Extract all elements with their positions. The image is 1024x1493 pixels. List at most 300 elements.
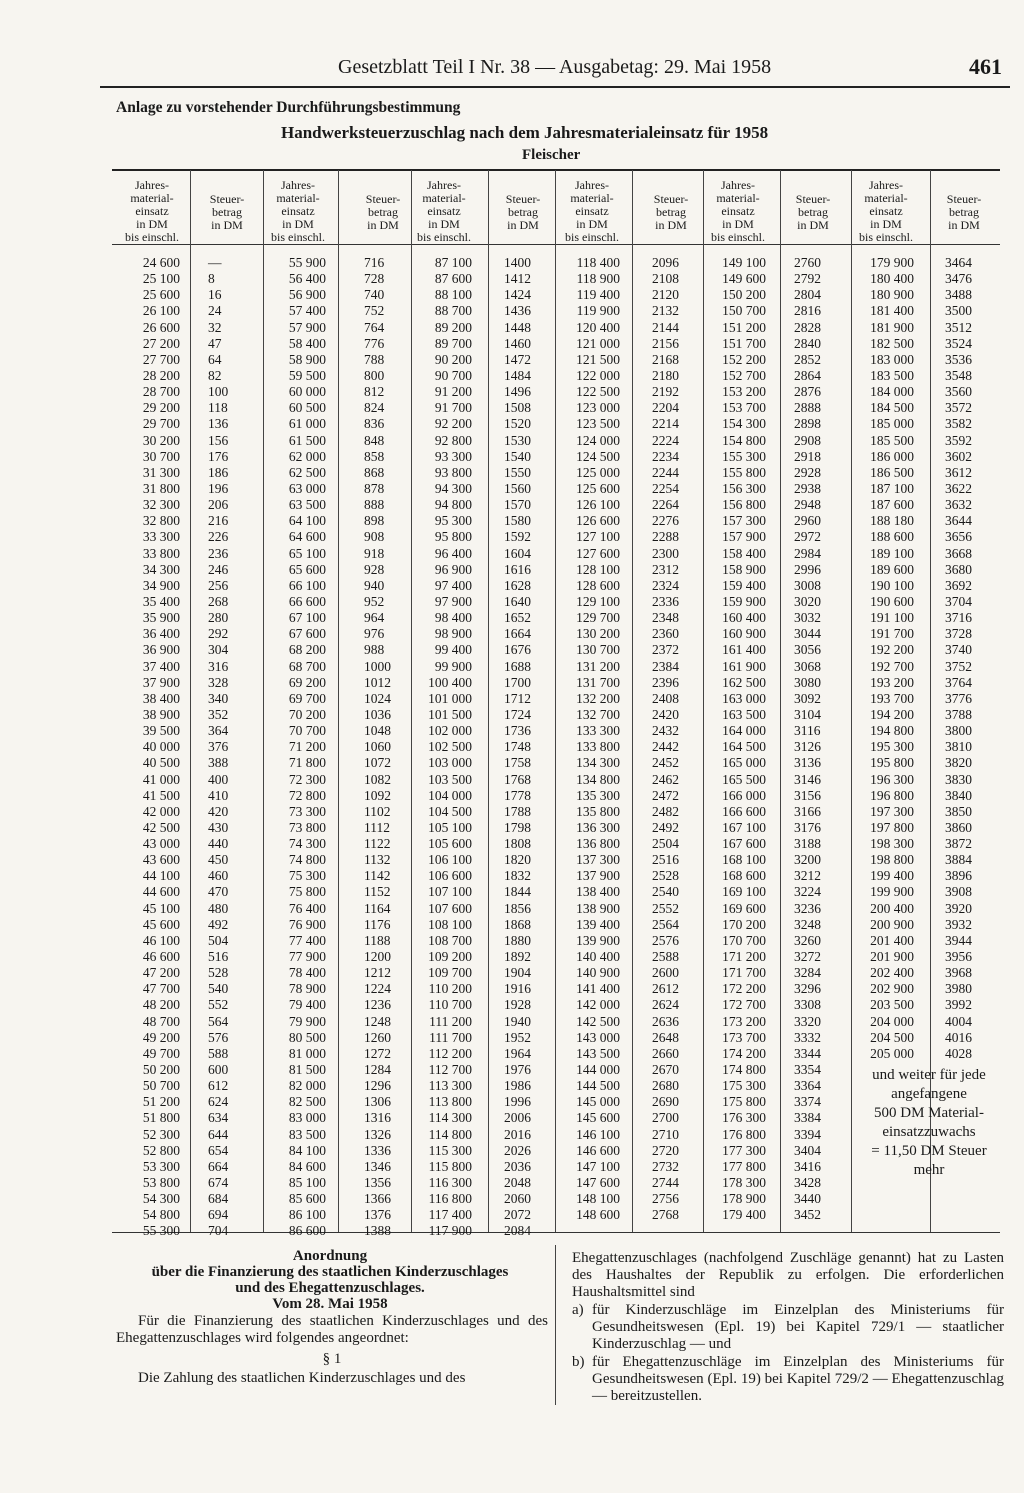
tax-cell: 674 bbox=[208, 1175, 229, 1191]
material-cell: 128 100 bbox=[576, 561, 620, 577]
material-cell: 46 100 bbox=[142, 932, 180, 948]
material-cell: 98 900 bbox=[434, 626, 472, 642]
material-cell: 155 800 bbox=[722, 464, 766, 480]
tax-cell: 664 bbox=[208, 1158, 229, 1174]
material-cell: 145 600 bbox=[576, 1110, 620, 1126]
tax-cell: 82 bbox=[208, 367, 222, 383]
material-cell: 64 100 bbox=[288, 513, 326, 529]
material-cell: 159 900 bbox=[722, 593, 766, 609]
material-cell: 148 600 bbox=[576, 1207, 620, 1223]
material-cell: 143 000 bbox=[576, 1029, 620, 1045]
tax-cell: 2168 bbox=[652, 351, 679, 367]
material-cell: 91 200 bbox=[434, 384, 472, 400]
material-cell: 186 000 bbox=[870, 448, 914, 464]
material-cell: 111 200 bbox=[429, 1013, 472, 1029]
tax-cell: 776 bbox=[364, 335, 385, 351]
material-cell: 180 900 bbox=[870, 287, 914, 303]
tax-cell: 196 bbox=[208, 480, 229, 496]
material-cell: 126 100 bbox=[576, 497, 620, 513]
material-cell: 154 300 bbox=[722, 416, 766, 432]
tax-cell: 1856 bbox=[504, 900, 531, 916]
material-cell: 190 100 bbox=[870, 577, 914, 593]
tax-cell: 908 bbox=[364, 529, 385, 545]
material-cell: 132 700 bbox=[576, 706, 620, 722]
tax-cell: 2756 bbox=[652, 1191, 679, 1207]
tax-cell: 928 bbox=[364, 561, 385, 577]
material-cell: 135 800 bbox=[576, 803, 620, 819]
material-cell: 133 300 bbox=[576, 723, 620, 739]
material-cell: 131 200 bbox=[576, 658, 620, 674]
ordinance-title-line: über die Finanzierung des staatlichen Kinderzuschlages bbox=[151, 1264, 509, 1280]
tax-cell: 1388 bbox=[364, 1223, 391, 1239]
material-cell: 61 500 bbox=[288, 432, 326, 448]
tax-cell: 450 bbox=[208, 852, 229, 868]
tax-cell: 540 bbox=[208, 981, 229, 997]
material-cell: 85 600 bbox=[288, 1191, 326, 1207]
material-cell: 81 000 bbox=[288, 1045, 326, 1061]
tax-cell: 1616 bbox=[504, 561, 531, 577]
material-cell: 77 900 bbox=[288, 949, 326, 965]
material-cell: 79 400 bbox=[288, 997, 326, 1013]
tax-column-header bbox=[784, 193, 842, 232]
header-line: in DM bbox=[136, 217, 168, 231]
tax-cell: 3680 bbox=[945, 561, 972, 577]
material-cell: 184 500 bbox=[870, 400, 914, 416]
material-cell: 199 400 bbox=[870, 868, 914, 884]
material-cell: 69 200 bbox=[288, 674, 326, 690]
material-cell: 53 800 bbox=[142, 1175, 180, 1191]
tax-cell: 1676 bbox=[504, 642, 531, 658]
header-line: betrag bbox=[212, 205, 242, 219]
tax-cell: 2492 bbox=[652, 819, 679, 835]
material-cell: 131 700 bbox=[576, 674, 620, 690]
tax-cell: 1964 bbox=[504, 1045, 531, 1061]
tax-cell: 1102 bbox=[364, 803, 391, 819]
tax-cell: 3136 bbox=[794, 755, 821, 771]
tax-cell: 1880 bbox=[504, 932, 531, 948]
material-cell: 56 900 bbox=[288, 287, 326, 303]
material-cell: 58 400 bbox=[288, 335, 326, 351]
material-cell: 55 900 bbox=[288, 255, 326, 270]
tax-cell: 1530 bbox=[504, 432, 531, 448]
tax-cell: 600 bbox=[208, 1062, 229, 1078]
material-cell: 96 400 bbox=[434, 545, 472, 561]
tax-cell: 1832 bbox=[504, 868, 531, 884]
ordinance-title-line: Vom 28. Mai 1958 bbox=[272, 1296, 388, 1312]
material-cell: 94 300 bbox=[434, 480, 472, 496]
material-cell: 57 900 bbox=[288, 319, 326, 335]
tax-cell: 1142 bbox=[364, 868, 391, 884]
tax-cell: 3932 bbox=[945, 916, 972, 932]
material-cell: 150 200 bbox=[722, 287, 766, 303]
tax-cell: 516 bbox=[208, 949, 229, 965]
material-cell: 65 100 bbox=[288, 545, 326, 561]
material-cell: 47 200 bbox=[142, 965, 180, 981]
material-cell: 43 000 bbox=[142, 836, 180, 852]
tax-cell: 1788 bbox=[504, 803, 531, 819]
material-cell: 28 700 bbox=[142, 384, 180, 400]
tax-cell: 1736 bbox=[504, 723, 531, 739]
header-line: in DM bbox=[211, 218, 243, 232]
tax-cell: 206 bbox=[208, 497, 229, 513]
material-cell: 41 500 bbox=[142, 787, 180, 803]
material-cell: 110 700 bbox=[428, 997, 472, 1013]
material-cell: 194 200 bbox=[870, 706, 914, 722]
tax-cell: 3840 bbox=[945, 787, 972, 803]
material-cell: 97 400 bbox=[434, 577, 472, 593]
material-cell: 170 200 bbox=[722, 916, 766, 932]
material-cell: 34 900 bbox=[142, 577, 180, 593]
material-cell: 187 600 bbox=[870, 497, 914, 513]
tax-cell: 328 bbox=[208, 674, 229, 690]
material-cell: 62 000 bbox=[288, 448, 326, 464]
material-cell: 127 100 bbox=[576, 529, 620, 545]
material-cell: 44 600 bbox=[142, 884, 180, 900]
material-cell: 197 800 bbox=[870, 819, 914, 835]
material-cell: 73 300 bbox=[288, 803, 326, 819]
ordinance-body-right bbox=[572, 1250, 1004, 1405]
material-cell: 25 100 bbox=[142, 271, 180, 287]
tax-cell: 292 bbox=[208, 626, 229, 642]
material-cell: 151 200 bbox=[722, 319, 766, 335]
tax-cell: 1892 bbox=[504, 949, 531, 965]
tax-cell: 2670 bbox=[652, 1062, 679, 1078]
material-cell: 52 800 bbox=[142, 1142, 180, 1158]
tax-cell: 3236 bbox=[794, 900, 821, 916]
material-cell: 35 400 bbox=[142, 593, 180, 609]
material-cell: 178 300 bbox=[722, 1175, 766, 1191]
header-line: einsatz bbox=[721, 204, 755, 218]
material-cell: 165 000 bbox=[722, 755, 766, 771]
tax-cell: 2972 bbox=[794, 529, 821, 545]
header-line: einsatz bbox=[575, 204, 609, 218]
tax-cell: 2384 bbox=[652, 658, 679, 674]
material-cell: 150 700 bbox=[722, 303, 766, 319]
tax-cell: 420 bbox=[208, 803, 229, 819]
tax-cell: 1904 bbox=[504, 965, 531, 981]
tax-cell: 2324 bbox=[652, 577, 679, 593]
tax-cell: 1012 bbox=[364, 674, 391, 690]
tax-cell: 1496 bbox=[504, 384, 531, 400]
material-cell: 104 000 bbox=[428, 787, 472, 803]
header-line: Jahres- bbox=[575, 178, 609, 192]
material-cell: 73 800 bbox=[288, 819, 326, 835]
material-cell: 44 100 bbox=[142, 868, 180, 884]
material-cell: 179 900 bbox=[870, 255, 914, 270]
material-cell: 174 200 bbox=[722, 1045, 766, 1061]
tax-cell: 3740 bbox=[945, 642, 972, 658]
tax-cell: 836 bbox=[364, 416, 385, 432]
material-cell: 32 800 bbox=[142, 513, 180, 529]
column-divider bbox=[780, 170, 781, 1232]
tax-cell: 216 bbox=[208, 513, 229, 529]
tax-cell: 1748 bbox=[504, 739, 531, 755]
tax-cell: 3092 bbox=[794, 690, 821, 706]
material-cell: 166 600 bbox=[722, 803, 766, 819]
tax-cell: 800 bbox=[364, 367, 385, 383]
material-cell: 116 300 bbox=[428, 1175, 472, 1191]
tax-cell: 1036 bbox=[364, 706, 391, 722]
material-cell: 140 400 bbox=[576, 949, 620, 965]
tax-cell: 2928 bbox=[794, 464, 821, 480]
tax-cell: 1540 bbox=[504, 448, 531, 464]
header-line: bis einschl. bbox=[565, 230, 619, 244]
material-cell: 38 900 bbox=[142, 706, 180, 722]
tax-cell: 256 bbox=[208, 577, 229, 593]
tax-cell: 1484 bbox=[504, 367, 531, 383]
material-cell: 172 200 bbox=[722, 981, 766, 997]
tax-cell: 848 bbox=[364, 432, 385, 448]
tax-cell: 1132 bbox=[364, 852, 391, 868]
tax-cell: 1808 bbox=[504, 836, 531, 852]
material-cell: 193 200 bbox=[870, 674, 914, 690]
tax-cell: 2744 bbox=[652, 1175, 679, 1191]
material-cell: 163 500 bbox=[722, 706, 766, 722]
material-cell: 90 200 bbox=[434, 351, 472, 367]
tax-cell: 1376 bbox=[364, 1207, 391, 1223]
material-cell: 153 700 bbox=[722, 400, 766, 416]
material-cell: 105 600 bbox=[428, 836, 472, 852]
material-cell: 37 900 bbox=[142, 674, 180, 690]
tax-cell: 1996 bbox=[504, 1094, 531, 1110]
material-cell: 32 300 bbox=[142, 497, 180, 513]
header-line: in DM bbox=[576, 217, 608, 231]
tax-column-header bbox=[935, 193, 993, 232]
tax-cell: 3992 bbox=[945, 997, 972, 1013]
material-cell: 158 400 bbox=[722, 545, 766, 561]
material-column bbox=[390, 255, 472, 1240]
tax-cell: 2898 bbox=[794, 416, 821, 432]
material-cell: 47 700 bbox=[142, 981, 180, 997]
material-cell: 186 500 bbox=[870, 464, 914, 480]
material-cell: 170 700 bbox=[722, 932, 766, 948]
material-cell: 31 800 bbox=[142, 480, 180, 496]
ordinance-intro: Für die Finanzierung des staatlichen Kinderzuschlages und des Ehegattenzuschlages wird folgendes angeordnet: bbox=[116, 1313, 548, 1346]
material-cell: 168 100 bbox=[722, 852, 766, 868]
material-cell: 84 600 bbox=[288, 1158, 326, 1174]
material-cell: 161 400 bbox=[722, 642, 766, 658]
tax-cell: 988 bbox=[364, 642, 385, 658]
material-cell: 160 400 bbox=[722, 610, 766, 626]
material-cell: 70 700 bbox=[288, 723, 326, 739]
tax-cell: 1336 bbox=[364, 1142, 391, 1158]
item-label: b) bbox=[572, 1354, 585, 1370]
tax-cell: 388 bbox=[208, 755, 229, 771]
tax-cell: 136 bbox=[208, 416, 229, 432]
column-divider bbox=[488, 170, 489, 1232]
material-cell: 30 200 bbox=[142, 432, 180, 448]
header-line: betrag bbox=[949, 205, 979, 219]
material-column-header bbox=[408, 179, 480, 244]
material-cell: 64 600 bbox=[288, 529, 326, 545]
material-cell: 149 100 bbox=[722, 255, 766, 270]
tax-cell: 176 bbox=[208, 448, 229, 464]
header-line: bis einschl. bbox=[271, 230, 325, 244]
tax-cell: 2132 bbox=[652, 303, 679, 319]
tax-cell: 2312 bbox=[652, 561, 679, 577]
material-cell: 200 400 bbox=[870, 900, 914, 916]
tax-cell: 3452 bbox=[794, 1207, 821, 1223]
material-cell: 60 500 bbox=[288, 400, 326, 416]
tax-cell: 2276 bbox=[652, 513, 679, 529]
material-cell: 129 100 bbox=[576, 593, 620, 609]
material-cell: 34 300 bbox=[142, 561, 180, 577]
tax-cell: 3776 bbox=[945, 690, 972, 706]
material-cell: 162 500 bbox=[722, 674, 766, 690]
tax-cell: 1460 bbox=[504, 335, 531, 351]
header-line: betrag bbox=[656, 205, 686, 219]
tax-cell: 2792 bbox=[794, 271, 821, 287]
material-cell: 144 000 bbox=[576, 1062, 620, 1078]
tax-cell: 2918 bbox=[794, 448, 821, 464]
material-cell: 67 100 bbox=[288, 610, 326, 626]
tax-cell: 1176 bbox=[364, 916, 391, 932]
header-line: material- bbox=[422, 191, 466, 205]
tax-cell: 3476 bbox=[945, 271, 972, 287]
tax-cell: 752 bbox=[364, 303, 385, 319]
material-cell: 187 100 bbox=[870, 480, 914, 496]
tax-cell: 3800 bbox=[945, 723, 972, 739]
material-cell: 147 600 bbox=[576, 1175, 620, 1191]
tax-cell: 1356 bbox=[364, 1175, 391, 1191]
tax-cell: 47 bbox=[208, 335, 222, 351]
table-header-rule bbox=[112, 244, 1000, 245]
material-cell: 151 700 bbox=[722, 335, 766, 351]
tax-cell: 3354 bbox=[794, 1062, 821, 1078]
tax-cell: 2432 bbox=[652, 723, 679, 739]
tax-cell: 226 bbox=[208, 529, 229, 545]
tax-cell: 1048 bbox=[364, 723, 391, 739]
material-cell: 49 700 bbox=[142, 1045, 180, 1061]
material-cell: 118 900 bbox=[576, 271, 620, 287]
material-column-header bbox=[116, 179, 188, 244]
material-cell: 181 400 bbox=[870, 303, 914, 319]
tax-cell: 3716 bbox=[945, 610, 972, 626]
tax-cell: 3668 bbox=[945, 545, 972, 561]
tax-cell: 280 bbox=[208, 610, 229, 626]
tax-cell: 2528 bbox=[652, 868, 679, 884]
material-cell: 205 000 bbox=[870, 1045, 914, 1061]
tax-cell: 1236 bbox=[364, 997, 391, 1013]
material-cell: 56 400 bbox=[288, 271, 326, 287]
tax-cell: 3044 bbox=[794, 626, 821, 642]
material-cell: 136 300 bbox=[576, 819, 620, 835]
header-line: Steuer- bbox=[653, 192, 689, 206]
tax-cell: 2960 bbox=[794, 513, 821, 529]
material-cell: 84 100 bbox=[288, 1142, 326, 1158]
material-cell: 121 500 bbox=[576, 351, 620, 367]
tax-cell: 612 bbox=[208, 1078, 229, 1094]
material-cell: 137 300 bbox=[576, 852, 620, 868]
tax-cell: 304 bbox=[208, 642, 229, 658]
material-cell: 75 300 bbox=[288, 868, 326, 884]
tax-cell: 3364 bbox=[794, 1078, 821, 1094]
ordinance-title-line: und des Ehegattenzuschlages. bbox=[235, 1280, 425, 1296]
material-cell: 27 700 bbox=[142, 351, 180, 367]
tax-cell: 2948 bbox=[794, 497, 821, 513]
material-column-header bbox=[262, 179, 334, 244]
material-cell: 71 200 bbox=[288, 739, 326, 755]
header-line: Jahres- bbox=[427, 178, 461, 192]
material-cell: 26 600 bbox=[142, 319, 180, 335]
tax-cell: 1570 bbox=[504, 497, 531, 513]
material-cell: 60 000 bbox=[288, 384, 326, 400]
tax-cell: 2864 bbox=[794, 367, 821, 383]
material-cell: 124 500 bbox=[576, 448, 620, 464]
material-cell: 46 600 bbox=[142, 949, 180, 965]
material-cell: 108 700 bbox=[428, 932, 472, 948]
tax-cell: 3272 bbox=[794, 949, 821, 965]
tax-cell: 400 bbox=[208, 771, 229, 787]
material-cell: 116 800 bbox=[428, 1191, 472, 1207]
tax-cell: 2120 bbox=[652, 287, 679, 303]
tax-cell: 1560 bbox=[504, 480, 531, 496]
material-cell: 183 500 bbox=[870, 367, 914, 383]
tax-cell: 2552 bbox=[652, 900, 679, 916]
material-cell: 37 400 bbox=[142, 658, 180, 674]
tax-cell: 3524 bbox=[945, 335, 972, 351]
material-cell: 152 200 bbox=[722, 351, 766, 367]
header-line: in DM bbox=[428, 217, 460, 231]
material-cell: 81 500 bbox=[288, 1062, 326, 1078]
tax-cell: 3944 bbox=[945, 932, 972, 948]
material-cell: 54 300 bbox=[142, 1191, 180, 1207]
tax-column-header bbox=[494, 193, 552, 232]
material-cell: 106 100 bbox=[428, 852, 472, 868]
material-cell: 192 200 bbox=[870, 642, 914, 658]
material-cell: 75 800 bbox=[288, 884, 326, 900]
tax-cell: 118 bbox=[208, 400, 228, 416]
tax-cell: 3404 bbox=[794, 1142, 821, 1158]
tax-cell: 3212 bbox=[794, 868, 821, 884]
tax-cell: 684 bbox=[208, 1191, 229, 1207]
tax-cell: 2648 bbox=[652, 1029, 679, 1045]
tax-cell: 1346 bbox=[364, 1158, 391, 1174]
tax-cell: 8 bbox=[208, 271, 215, 287]
material-cell: 154 800 bbox=[722, 432, 766, 448]
material-cell: 171 700 bbox=[722, 965, 766, 981]
table-note bbox=[848, 1066, 1010, 1180]
material-cell: 122 000 bbox=[576, 367, 620, 383]
material-cell: 98 400 bbox=[434, 610, 472, 626]
material-cell: 42 500 bbox=[142, 819, 180, 835]
header-title: Gesetzblatt Teil I Nr. 38 — Ausgabetag: 29. Mai 1958 bbox=[338, 56, 772, 78]
material-cell: 68 700 bbox=[288, 658, 326, 674]
material-cell: 130 700 bbox=[576, 642, 620, 658]
material-cell: 41 000 bbox=[142, 771, 180, 787]
material-cell: 188 600 bbox=[870, 529, 914, 545]
tax-cell: 3692 bbox=[945, 577, 972, 593]
material-cell: 89 700 bbox=[434, 335, 472, 351]
tax-cell: 1768 bbox=[504, 771, 531, 787]
table-title: Handwerksteuerzuschlag nach dem Jahresmaterialeinsatz für 1958 bbox=[281, 123, 769, 142]
tax-cell: 1724 bbox=[504, 706, 531, 722]
tax-cell: 2348 bbox=[652, 610, 679, 626]
tax-cell: 2612 bbox=[652, 981, 679, 997]
material-cell: 40 000 bbox=[142, 739, 180, 755]
material-cell: 66 100 bbox=[288, 577, 326, 593]
tax-cell: 3146 bbox=[794, 771, 821, 787]
tax-cell: 2876 bbox=[794, 384, 821, 400]
tax-cell: 1060 bbox=[364, 739, 391, 755]
material-cell: 29 200 bbox=[142, 400, 180, 416]
annex-title: Anlage zu vorstehender Durchführungsbestimmung bbox=[116, 99, 461, 116]
tax-cell: 3860 bbox=[945, 819, 972, 835]
material-cell: 191 100 bbox=[870, 610, 914, 626]
tax-cell: 3500 bbox=[945, 303, 972, 319]
header-line: in DM bbox=[367, 218, 399, 232]
material-cell: 39 500 bbox=[142, 723, 180, 739]
